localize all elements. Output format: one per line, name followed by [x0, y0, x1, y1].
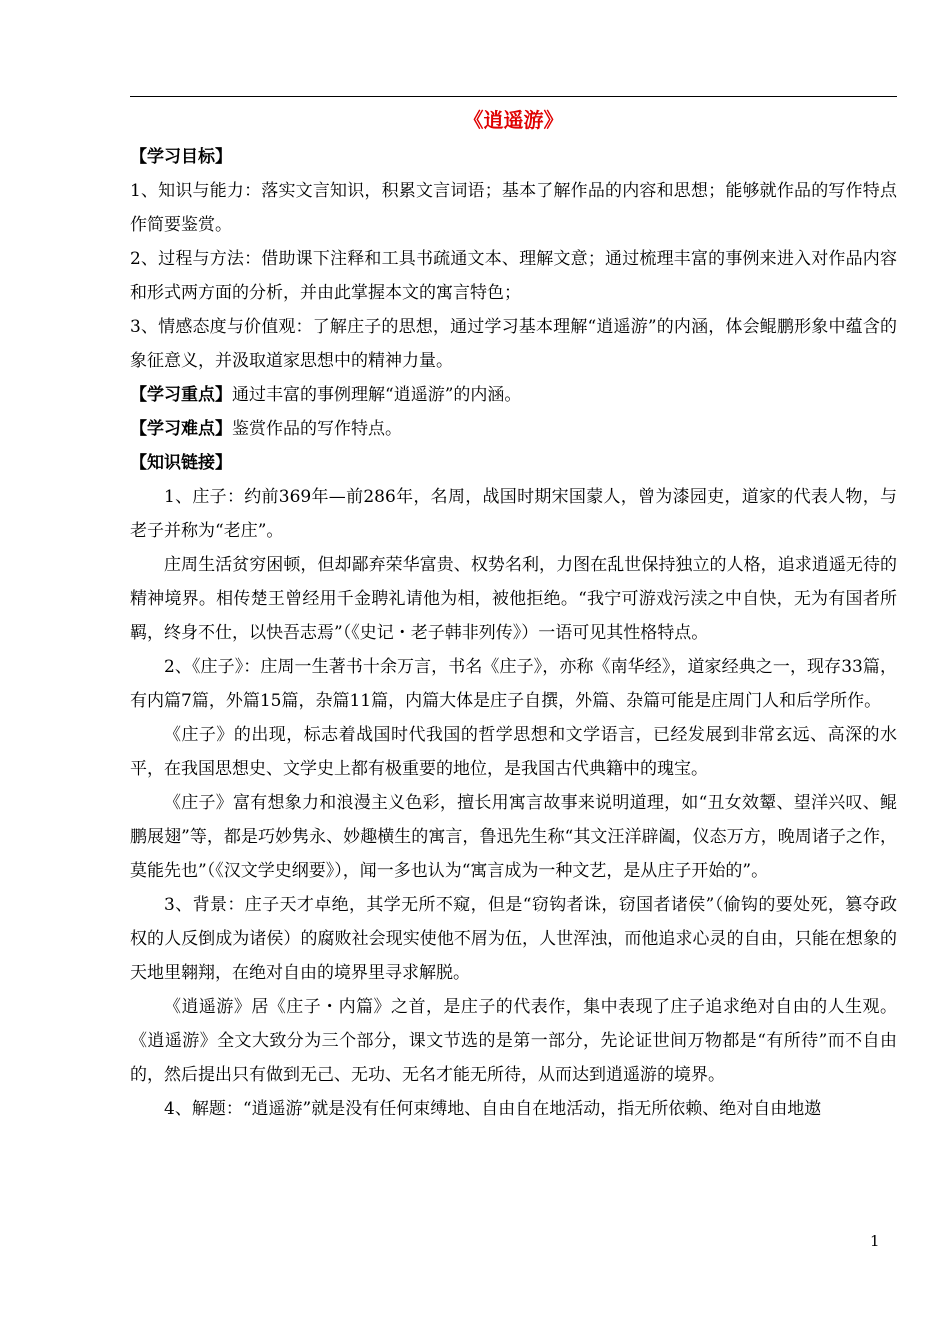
- objective-process: 2、过程与方法：借助课下注释和工具书疏通文本、理解文意；通过梳理丰富的事例来进入对作品内容和形式两方面的分析，并由此掌握本文的寓言特色；: [130, 249, 897, 303]
- knowledge-paragraph: 《庄子》富有想象力和浪漫主义色彩，擅长用寓言故事来说明道理，如“丑女效颦、望洋兴叹、鲲鹏展翅”等，都是巧妙隽永、妙趣横生的寓言，鲁迅先生称“其文汪洋辟阖，仪态万方，晚周诸子之作，莫能先也”（《汉文学史纲要》），闻一多也认为“寓言成为一种文艺，是从庄子开始的”。: [130, 793, 897, 881]
- difficulty-heading: 【学习难点】: [130, 419, 232, 439]
- key-point-heading: 【学习重点】: [130, 385, 232, 405]
- difficulty-text: 鉴赏作品的写作特点。: [232, 419, 402, 439]
- knowledge-paragraph: 《逍遥游》居《庄子・内篇》之首，是庄子的代表作，集中表现了庄子追求绝对自由的人生观。《逍遥游》全文大致分为三个部分，课文节选的是第一部分，先论证世间万物都是“有所待”而不自由的，然后提出只有做到无己、无功、无名才能无所待，从而达到逍遥游的境界。: [130, 997, 897, 1085]
- objectives-heading: 【学习目标】: [130, 147, 232, 167]
- header-rule: [130, 96, 897, 97]
- document-title: 《逍遥游》: [463, 108, 564, 132]
- objective-knowledge: 1、知识与能力：落实文言知识，积累文言词语；基本了解作品的内容和思想；能够就作品的写作特点作简要鉴赏。: [130, 181, 897, 235]
- knowledge-paragraph: 1、庄子：约前369年—前286年，名周，战国时期宋国蒙人，曾为漆园吏，道家的代表人物，与老子并称为“老庄”。: [130, 487, 897, 541]
- knowledge-paragraph: 3、背景：庄子天才卓绝，其学无所不窥，但是“窃钩者诛，窃国者诸侯”（偷钩的要处死，篡夺政权的人反倒成为诸侯）的腐败社会现实使他不屑为伍，人世浑浊，而他追求心灵的自由，只能在想象的天地里翱翔，在绝对自由的境界里寻求解脱。: [130, 895, 897, 983]
- knowledge-paragraph: 《庄子》的出现，标志着战国时代我国的哲学思想和文学语言，已经发展到非常玄远、高深的水平，在我国思想史、文学史上都有极重要的地位，是我国古代典籍中的瑰宝。: [130, 725, 897, 779]
- document-body: [130, 100, 897, 1126]
- knowledge-paragraph: 4、解题：“逍遥游”就是没有任何束缚地、自由自在地活动，指无所依赖、绝对自由地遨: [164, 1099, 822, 1119]
- knowledge-heading: 【知识链接】: [130, 453, 232, 473]
- difficulty-line: [130, 412, 897, 446]
- page-number: 1: [870, 1232, 880, 1250]
- knowledge-paragraph: 2、《庄子》：庄周一生著书十余万言，书名《庄子》，亦称《南华经》，道家经典之一，现存33篇，有内篇7篇，外篇15篇，杂篇11篇，内篇大体是庄子自撰，外篇、杂篇可能是庄周门人和后学所作。: [130, 657, 897, 711]
- objective-attitude: 3、情感态度与价值观：了解庄子的思想，通过学习基本理解“逍遥游”的内涵，体会鲲鹏形象中蕴含的象征意义，并汲取道家思想中的精神力量。: [130, 317, 897, 371]
- key-point-text: 通过丰富的事例理解“逍遥游”的内涵。: [232, 385, 522, 405]
- key-point-line: [130, 378, 897, 412]
- knowledge-paragraph: 庄周生活贫穷困顿，但却鄙弃荣华富贵、权势名利，力图在乱世保持独立的人格，追求逍遥无待的精神境界。相传楚王曾经用千金聘礼请他为相，被他拒绝。“我宁可游戏污渎之中自快，无为有国者所羁，终身不仕，以快吾志焉”（《史记・老子韩非列传》）一语可见其性格特点。: [130, 555, 897, 643]
